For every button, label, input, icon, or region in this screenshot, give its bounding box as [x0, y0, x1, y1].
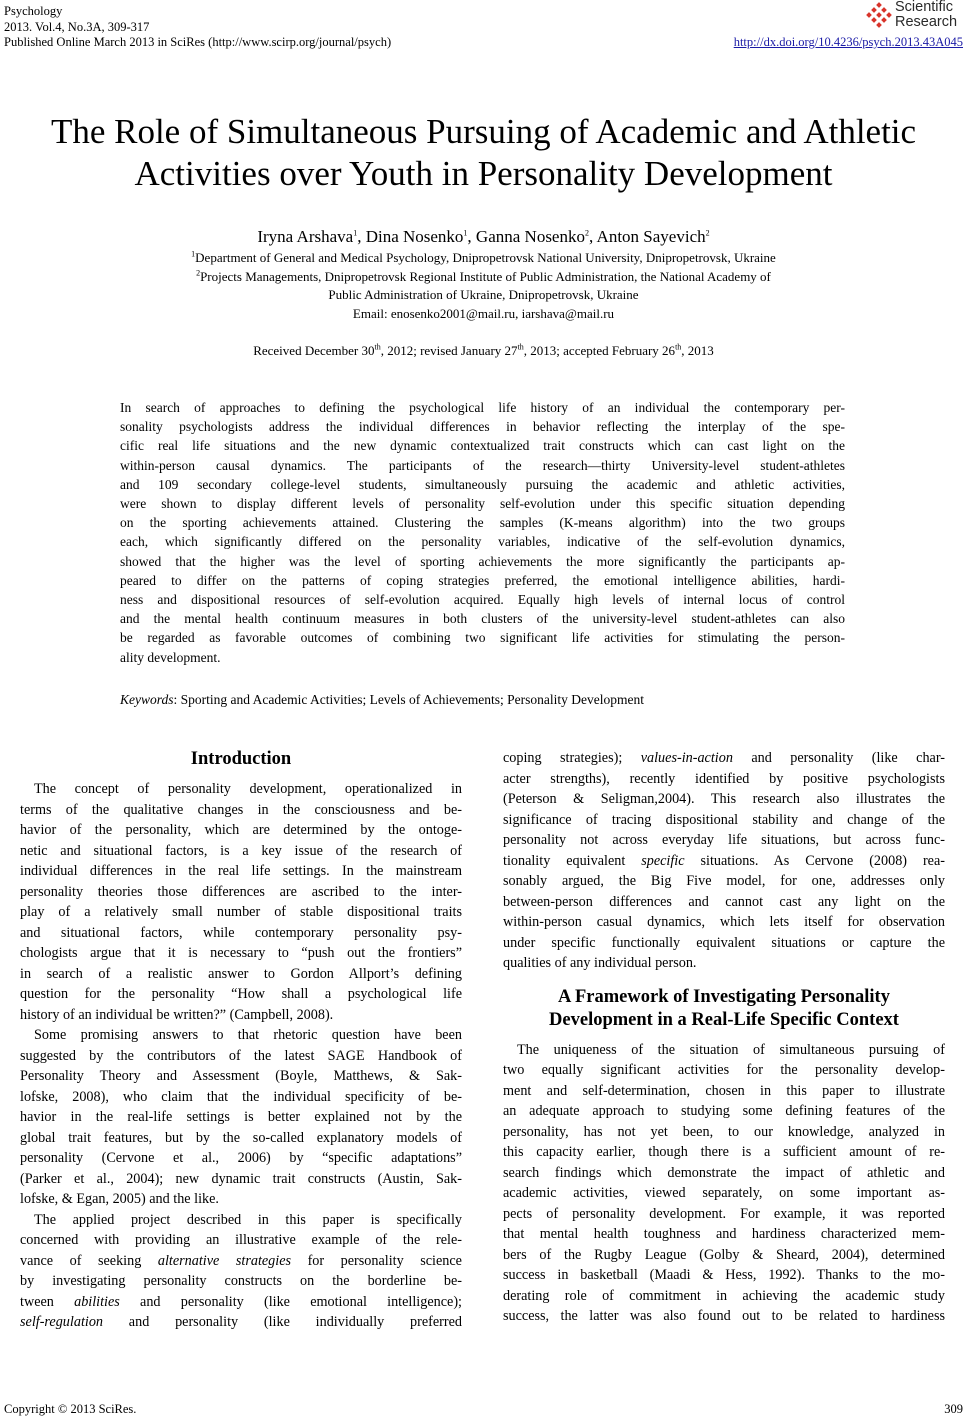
text-line: between-person differences and cannot cast any light on the: [503, 893, 945, 910]
text-line: an adequate approach to studying some defining features of the: [503, 1103, 945, 1119]
text-line: havior in the real-life settings is better explained not by the: [20, 1109, 462, 1125]
text-line: pects of personality development. For example, it was reported: [503, 1205, 945, 1222]
abstract-line: be regarded as favorable outcomes of combining two significant life activities for stimulating the person-: [120, 630, 845, 646]
author-name: Anton Sayevich: [596, 227, 706, 246]
abstract-line: ness and dispositional resources of self-evolution acquired. Equally high levels of internal locus of control: [120, 592, 845, 608]
publication-info: Published Online March 2013 in SciRes (http://www.scirp.org/journal/psych): [4, 35, 392, 49]
affiliation-2-cont: Public Administration of Ukraine, Dnipropetrovsk, Ukraine: [328, 287, 639, 302]
affil-mark: 2: [196, 268, 201, 278]
keywords: [120, 692, 644, 708]
text-line: (Parker et al., 2004); new dynamic trait constructs (Austin, Sak-: [20, 1170, 462, 1187]
text-line: and situational factors, while contemporary personality psy-: [20, 924, 462, 941]
text-line: The uniqueness of the situation of simultaneous pursuing of: [517, 1041, 945, 1058]
text-line: qualities of any individual person.: [503, 955, 697, 971]
ordinal: th: [374, 342, 381, 352]
author-affil-mark: 1: [353, 228, 358, 238]
text-line: bers of the Rugby League (Golby & Sheard, 2004), determined: [503, 1246, 945, 1263]
copyright: Copyright © 2013 SciRes.: [4, 1402, 137, 1416]
text-line: netic and situational factors, is a key issue of the research of: [20, 842, 462, 859]
text-line: personality theories those differences are ascribed to the inter-: [20, 883, 462, 900]
text-line: success, the latter was also found out to be related to hardiness: [503, 1308, 945, 1324]
heading-line: A Framework of Investigating Personality: [558, 986, 890, 1007]
text-line: that mental health toughness and hardiness characterized mem-: [503, 1226, 945, 1242]
accepted-text: , 2013; accepted February 26: [523, 343, 676, 358]
introduction-text: [20, 779, 462, 1333]
text-line: lofske, & Egan, 2005) and the like.: [20, 1191, 219, 1207]
text-line: global trait features, but by the so-called explanatory models of: [20, 1129, 462, 1146]
abstract-line: and the mental health continuum measures in both clusters of the university-level student-athletes can also: [120, 611, 845, 627]
logo-dots-icon: [863, 2, 895, 32]
text-line: significance of tracing dispositional stability and change of the: [503, 811, 945, 828]
text-line: havior of the personality, which are determined by the ontoge-: [20, 822, 462, 838]
text-line: tionality equivalent specific situations. As Cervone (2008) rea-: [503, 852, 945, 869]
text-line: The applied project described in this paper is specifically: [34, 1211, 462, 1228]
text-line: academic activities, viewed separately, on some important as-: [503, 1185, 945, 1201]
left-column: [20, 748, 462, 1333]
affiliation-text: Department of General and Medical Psychology, Dnipropetrovsk National University, Dnipropetrovsk, Ukraine: [195, 250, 776, 265]
text-line: this capacity earlier, though there is a sufficient amount of re-: [503, 1144, 945, 1160]
abstract-line: ality development.: [120, 649, 221, 665]
text-line: (Peterson & Seligman,2004). This research also illustrates the: [503, 791, 945, 807]
author-name: Dina Nosenko: [365, 227, 464, 246]
logo-line-1: Scientific: [895, 0, 954, 15]
text-line: tween abilities and personality (like emotional intelligence);: [20, 1293, 462, 1310]
affil-mark: 1: [191, 249, 196, 259]
text-line: coping strategies); values-in-action and personality (like char-: [503, 750, 945, 766]
ordinal: th: [517, 342, 524, 352]
abstract-line: peared to differ on the patterns of coping strategies preferred, the emotional intelligence abilities, hardi-: [120, 572, 845, 588]
text-line: sonably argued, the Big Five model, for one, addresses only: [503, 873, 945, 889]
author-name: Ganna Nosenko: [475, 227, 585, 246]
author-name: Iryna Arshava: [257, 227, 354, 246]
right-column: [503, 748, 945, 1327]
author-affil-mark: 1: [463, 228, 468, 238]
author-affil-mark: 2: [584, 228, 589, 238]
logo-text: [895, 0, 957, 30]
text-line: personality not across everyday life situations, but across func-: [503, 832, 945, 848]
revised-text: , 2012; revised January 27: [380, 343, 518, 358]
abstract-line: were shown to display different levels of personality self-evolution under this specific situation depending: [120, 496, 845, 512]
text-line: vance of seeking alternative strategies for personality science: [20, 1252, 462, 1269]
affiliation-text: Projects Managements, Dnipropetrovsk Regional Institute of Public Administration, the National Academy of: [200, 268, 771, 284]
abstract-line: within-person causal dynamics. The participants of the research—thirty University-level student-athletes: [120, 457, 845, 473]
text-line: concerned with providing an illustrative example of the rele-: [20, 1232, 462, 1248]
author-affil-mark: 2: [705, 228, 710, 238]
received-text: Received December 30: [253, 343, 375, 358]
received-dates: [0, 343, 967, 359]
text-line: under specific functionally equivalent situations or capture the: [503, 934, 945, 951]
author-list: Iryna Arshava$^1$, Dina Nosenko$^1$, Ganna Nosenko$^2$, Anton Sayevich$^2$: [257, 227, 710, 246]
text-line: lofske, 2008), who claim that the individual specificity of be-: [20, 1088, 462, 1105]
section-heading-framework: [503, 986, 945, 1032]
scientific-research-logo: [863, 0, 963, 34]
text-line: Some promising answers to that rhetoric question have been: [34, 1027, 462, 1043]
framework-text: [503, 1040, 945, 1327]
text-line: in search of a realistic answer to Gordon Allport’s defining: [20, 965, 462, 982]
abstract-line: showed that the higher was the level of sporting achievements the more significantly the participants ap-: [120, 553, 845, 569]
journal-header: [4, 4, 391, 51]
affiliations: [0, 249, 967, 323]
text-line: terms of the qualitative changes in the consciousness and be-: [20, 801, 462, 818]
ordinal: th: [675, 342, 682, 352]
section-heading-introduction: Introduction: [190, 749, 292, 769]
doi-link[interactable]: http://dx.doi.org/10.4236/psych.2013.43A045: [733, 35, 963, 49]
text-line: The concept of personality development, operationalized in: [34, 781, 462, 797]
text-line: search findings which demonstrate the impact of athletic and: [503, 1164, 945, 1181]
introduction-text-cont: [503, 748, 945, 974]
text-line: derating role of commitment in achieving the academic study: [503, 1287, 945, 1304]
text-line: history of an individual be written?” (Campbell, 2008).: [20, 1006, 334, 1023]
text-line: success in basketball (Maadi & Hess, 1992). Thanks to the mo-: [503, 1267, 945, 1283]
abstract: [120, 398, 845, 667]
text-line: ment and self-determination, chosen in this paper to illustrate: [503, 1082, 945, 1099]
abstract-line: each, which significantly differed on the personality variables, indicative of the self-evolution dynamics,: [120, 534, 845, 550]
text-line: self-regulation and personality (like individually preferred: [20, 1314, 462, 1330]
text-line: by investigating personality constructs on the borderline be-: [20, 1273, 462, 1289]
journal-name: Psychology: [4, 4, 63, 18]
abstract-line: on the sporting achievements attained. Clustering the samples (K-means algorithm) into the two groups: [120, 515, 845, 531]
abstract-line: In search of approaches to defining the psychological life history of an individual the contemporary per-: [120, 400, 845, 415]
affiliation-1: [0, 249, 967, 268]
text-line: within-person casual dynamics, which lets itself for observation: [503, 914, 945, 930]
text-line: play of a relatively small number of stable dispositional traits: [20, 904, 462, 920]
affiliation-2: [0, 268, 967, 287]
keywords-label: Keywords: [120, 692, 174, 707]
journal-volume: 2013. Vol.4, No.3A, 309-317: [4, 19, 150, 34]
abstract-line: and 109 secondary college-level students, simultaneously pursuing the academic and athletic activities,: [120, 476, 845, 492]
text-line: individual differences in the real life settings. In the mainstream: [20, 863, 462, 879]
keywords-text: : Sporting and Academic Activities; Levels of Achievements; Personality Development: [173, 692, 645, 707]
text-line: two equally significant activities for the personality develop-: [503, 1062, 945, 1078]
text-line: acter strengths), recently identified by positive psychologists: [503, 770, 945, 787]
logo-line-2: Research: [895, 14, 958, 30]
page-number: 309: [944, 1402, 963, 1416]
text-line: question for the personality “How shall a psychological life: [20, 986, 462, 1002]
heading-line: Development in a Real-Life Specific Context: [549, 1009, 899, 1030]
paper-title: [20, 111, 947, 195]
text-line: personality, has not yet been, to our knowledge, analyzed in: [503, 1123, 945, 1140]
text-line: personality (Cervone et al., 2006) by “specific adaptations”: [20, 1150, 462, 1166]
abstract-line: cific real life situations and the new dynamic contextualized trait constructs which can cast light on the: [120, 438, 845, 454]
title-line: The Role of Simultaneous Pursuing of Academic and Athletic: [50, 112, 917, 151]
text-line: chologists argue that it is necessary to “push out the frontiers”: [20, 945, 462, 961]
title-line: Activities over Youth in Personality Development: [134, 154, 833, 193]
contact-email: Email: enosenko2001@mail.ru, iarshava@mail.ru: [352, 305, 615, 321]
text-line: suggested by the contributors of the latest SAGE Handbook of: [20, 1047, 462, 1064]
text-line: Personality Theory and Assessment (Boyle, Matthews, & Sak-: [20, 1068, 462, 1084]
abstract-line: sonality psychologists address the individual differences in behavior reflecting the interplay of the spe-: [120, 419, 845, 435]
year-text: , 2013: [681, 343, 714, 358]
